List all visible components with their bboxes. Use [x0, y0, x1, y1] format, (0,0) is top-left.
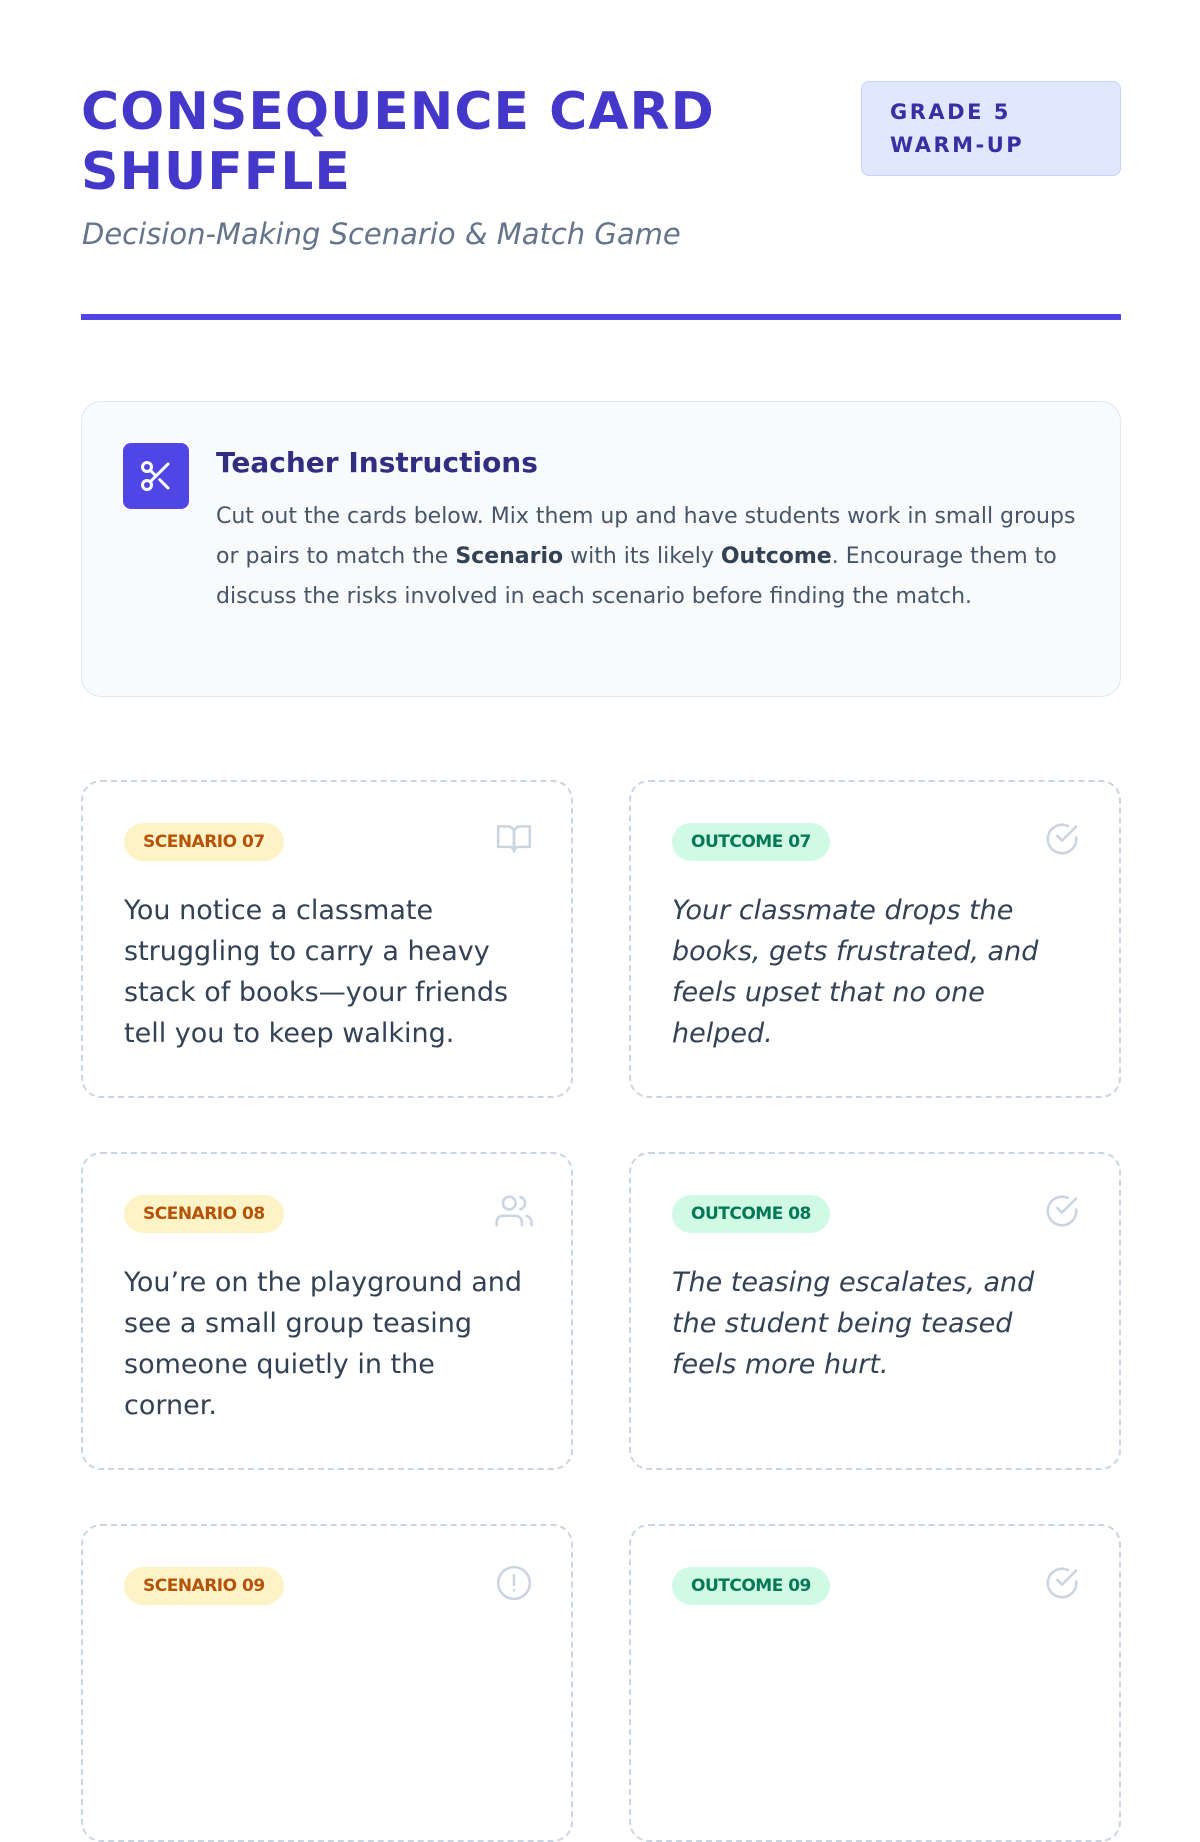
instructions-text-part: with its likely [563, 544, 721, 569]
scenario-card[interactable] [81, 1152, 573, 1470]
header [81, 0, 1121, 330]
users-icon [495, 1192, 533, 1230]
grade-badge-line1: GRADE 5 [890, 100, 1011, 124]
grade-badge-line2: WARM-UP [890, 133, 1025, 157]
outcome-card[interactable] [629, 780, 1121, 1098]
scenario-card[interactable] [81, 780, 573, 1098]
scenario-label: SCENARIO 09 [124, 1567, 284, 1605]
outcome-text: The teasing escalates, and the student being teased feels more hurt. [672, 1267, 1035, 1380]
teacher-instructions-box [81, 401, 1121, 697]
outcome-card[interactable] [629, 1152, 1121, 1470]
instructions-bold-outcome: Outcome [720, 544, 832, 569]
page-subtitle: Decision-Making Scenario & Match Game [82, 217, 681, 251]
instructions-text [216, 497, 1076, 617]
scenario-text: You’re on the playground and see a small group teasing someone quietly in the corner. [124, 1267, 522, 1421]
outcome-card[interactable] [629, 1524, 1121, 1842]
worksheet-page [81, 0, 1121, 1596]
page-title: CONSEQUENCE CARD SHUFFLE [81, 82, 715, 202]
check-circle-icon [1043, 820, 1081, 858]
scenario-text: You notice a classmate struggling to carry a heavy stack of books—your friends tell you to keep walking. [124, 895, 509, 1049]
grade-badge [861, 81, 1121, 176]
instructions-bold-scenario: Scenario [455, 544, 564, 569]
scenario-card[interactable] [81, 1524, 573, 1842]
header-divider [81, 314, 1121, 320]
outcome-text: Your classmate drops the books, gets frustrated, and feels upset that no one helped. [672, 895, 1039, 1049]
instructions-text-part: . Encourage them to discuss the risks involved in each scenario before finding the match. [216, 544, 1057, 609]
open-book-icon [495, 820, 533, 858]
outcome-label: OUTCOME 08 [672, 1195, 830, 1233]
check-circle-icon [1043, 1564, 1081, 1602]
scenario-label: SCENARIO 08 [124, 1195, 284, 1233]
outcome-label: OUTCOME 07 [672, 823, 830, 861]
scenario-label: SCENARIO 07 [124, 823, 284, 861]
alert-circle-icon [495, 1564, 533, 1602]
check-circle-icon [1043, 1192, 1081, 1230]
scissors-icon [123, 443, 189, 509]
outcome-label: OUTCOME 09 [672, 1567, 830, 1605]
instructions-text-part: Cut out the cards below. Mix them up and have students work in small groups or pairs to match the [216, 504, 1076, 569]
instructions-title: Teacher Instructions [216, 446, 538, 479]
